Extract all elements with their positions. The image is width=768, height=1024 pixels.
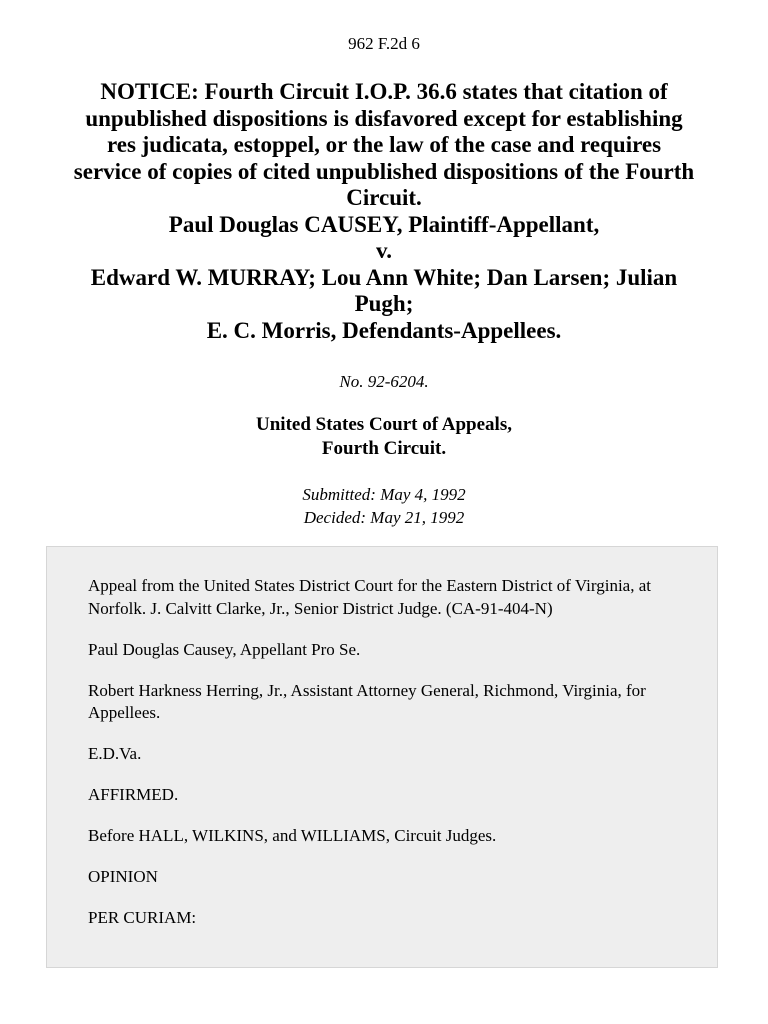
- submitted-date: Submitted: May 4, 1992: [302, 485, 466, 504]
- appellant-counsel: Paul Douglas Causey, Appellant Pro Se.: [88, 639, 361, 659]
- notice-line: NOTICE: Fourth Circuit I.O.P. 36.6 states that citation of: [100, 79, 668, 104]
- disposition: AFFIRMED.: [88, 785, 179, 804]
- court-name: [0, 413, 768, 461]
- case-citation: 962 F.2d 6: [348, 34, 420, 53]
- judges-panel: Before HALL, WILKINS, and WILLIAMS, Circuit Judges.: [88, 826, 497, 845]
- notice-line: res judicata, estoppel, or the law of the case and requires: [106, 132, 662, 157]
- district-abbreviation: E.D.Va.: [88, 744, 142, 763]
- opinion-heading: OPINION: [88, 867, 158, 886]
- plaintiff-name: Paul Douglas CAUSEY, Plaintiff-Appellant,: [168, 211, 600, 237]
- appeal-from-paragraph: Appeal from the United States District Court for the Eastern District of Virginia, at Norfolk. J. Calvitt Clarke, Jr., Senior District Judge. (CA-91-404-N): [88, 576, 652, 618]
- case-dates: [0, 483, 768, 529]
- docket-number: No. 92-6204.: [339, 372, 429, 391]
- court-name-line: United States Court of Appeals,: [256, 414, 512, 435]
- versus-label: v.: [376, 238, 392, 263]
- notice-line: Circuit.: [346, 185, 422, 210]
- notice-line: service of copies of cited unpublished dispositions of the Fourth: [73, 158, 695, 184]
- per-curiam-label: PER CURIAM:: [88, 908, 197, 927]
- defendants-line: Edward W. MURRAY; Lou Ann White; Dan Larsen; Julian: [90, 264, 678, 290]
- appellee-counsel: Robert Harkness Herring, Jr., Assistant Attorney General, Richmond, Virginia, for Appellees.: [88, 680, 646, 722]
- defendants-line: Pugh;: [354, 291, 414, 316]
- court-circuit-line: Fourth Circuit.: [321, 438, 447, 459]
- defendants-line: E. C. Morris, Defendants-Appellees.: [206, 317, 562, 343]
- case-details-panel: [46, 546, 718, 968]
- case-caption: [40, 79, 728, 344]
- decided-date: Decided: May 21, 1992: [303, 508, 465, 527]
- notice-line: unpublished dispositions is disfavored except for establishing: [85, 105, 683, 131]
